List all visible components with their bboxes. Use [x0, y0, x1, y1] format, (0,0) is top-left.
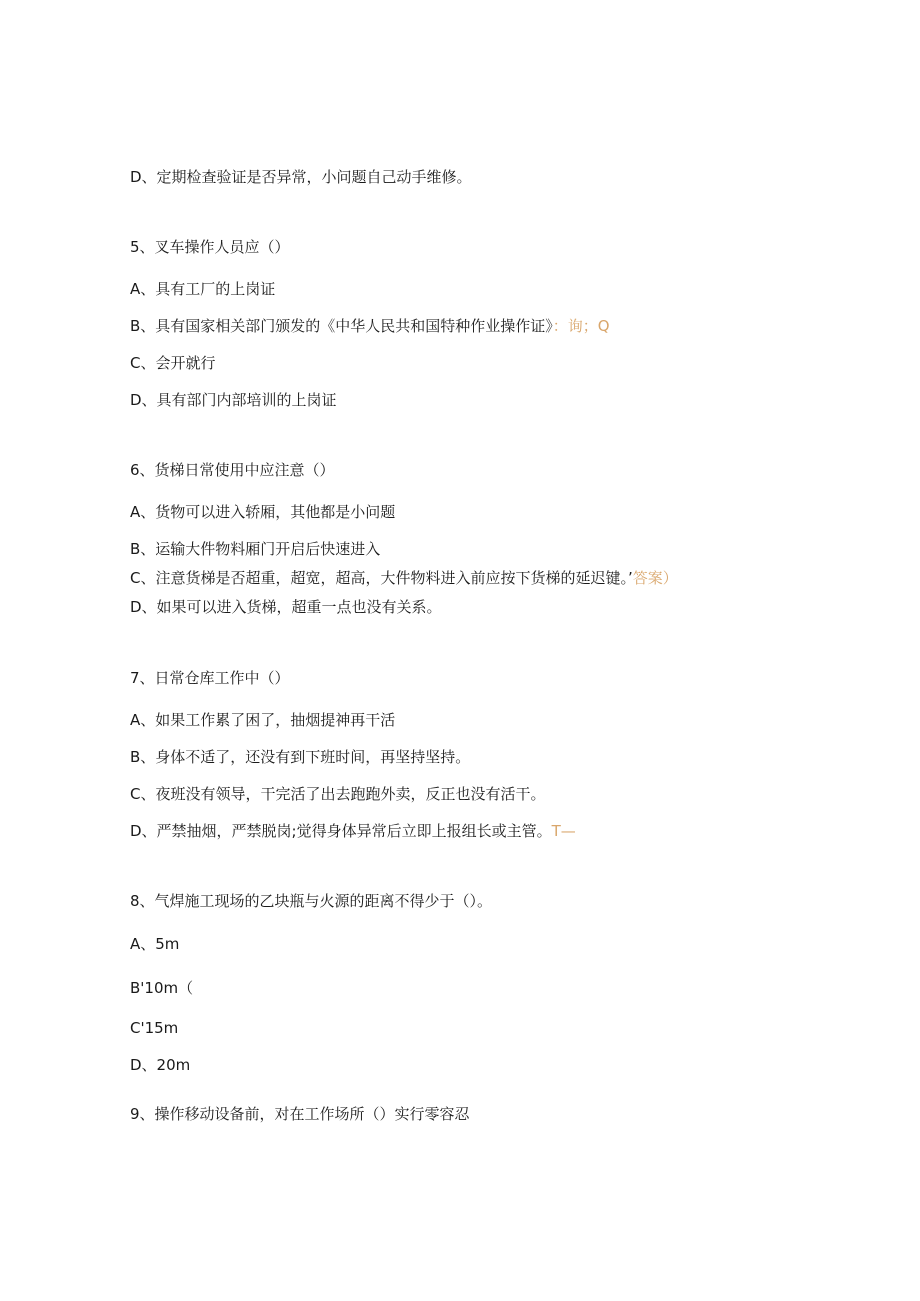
line-text: 6、货梯日常使用中应注意（） [130, 461, 335, 479]
option-b-q7 [130, 747, 470, 767]
line-text: 5、叉车操作人员应（） [130, 238, 290, 256]
line-text: C、注意货梯是否超重，超宽，超高，大件物料进入前应按下货梯的延迟键。’ [130, 569, 633, 587]
option-c-q7 [130, 784, 545, 804]
line-text: 8、气焊施工现场的乙块瓶与火源的距离不得少于（）。 [130, 892, 493, 910]
option-d-q8 [130, 1055, 190, 1075]
line-text: A、如果工作累了困了，抽烟提神再干活 [130, 711, 396, 729]
line-text: B、运输大件物料厢门开启后快速进入 [130, 540, 381, 558]
question-7 [130, 668, 290, 688]
line-text: 9、操作移动设备前，对在工作场所（）实行零容忍 [130, 1105, 470, 1123]
question-8 [130, 891, 492, 911]
question-6 [130, 460, 335, 480]
answer-mark: ：询；Q [552, 317, 610, 335]
line-text: D、定期检查验证是否异常，小问题自己动手维修。 [130, 168, 472, 186]
option-d-q7 [130, 821, 576, 841]
line-text: D、20m [130, 1056, 191, 1074]
line-text: A、具有工厂的上岗证 [130, 280, 276, 298]
line-text: C、会开就行 [130, 354, 216, 372]
line-text: C'15m [130, 1019, 179, 1037]
line-text: C、夜班没有领导，干完活了出去跑跑外卖，反正也没有活干。 [130, 785, 546, 803]
line-text: A、5m [130, 935, 180, 953]
option-a-q5 [130, 279, 275, 299]
option-c-q5 [130, 353, 215, 373]
option-c-q6 [130, 568, 678, 588]
line-text: D、如果可以进入货梯，超重一点也没有关系。 [130, 598, 442, 616]
line-text: D、具有部门内部培训的上岗证 [130, 391, 337, 409]
option-b-q5 [130, 316, 610, 336]
option-b-q8 [130, 978, 193, 998]
question-5 [130, 237, 290, 257]
option-a-q8 [130, 934, 179, 954]
answer-mark: T— [551, 822, 576, 840]
option-d-q4 [130, 167, 472, 187]
line-text: 7、日常仓库工作中（） [130, 669, 290, 687]
option-c-q8 [130, 1018, 178, 1038]
question-9 [130, 1104, 470, 1124]
option-a-q6 [130, 502, 395, 522]
line-text: D、严禁抽烟，严禁脱岗;觉得身体异常后立即上报组长或主管。 [130, 822, 552, 840]
option-a-q7 [130, 710, 395, 730]
answer-mark: 答案） [632, 569, 678, 587]
option-b-q6 [130, 539, 380, 559]
line-text: B、具有国家相关部门颁发的《中华人民共和国特种作业操作证》 [130, 317, 553, 335]
line-text: B、身体不适了，还没有到下班时间，再坚持坚持。 [130, 748, 471, 766]
line-text: A、货物可以进入轿厢，其他都是小问题 [130, 503, 396, 521]
line-text: B'10m（ [130, 979, 194, 997]
option-d-q5 [130, 390, 337, 410]
option-d-q6 [130, 597, 442, 617]
